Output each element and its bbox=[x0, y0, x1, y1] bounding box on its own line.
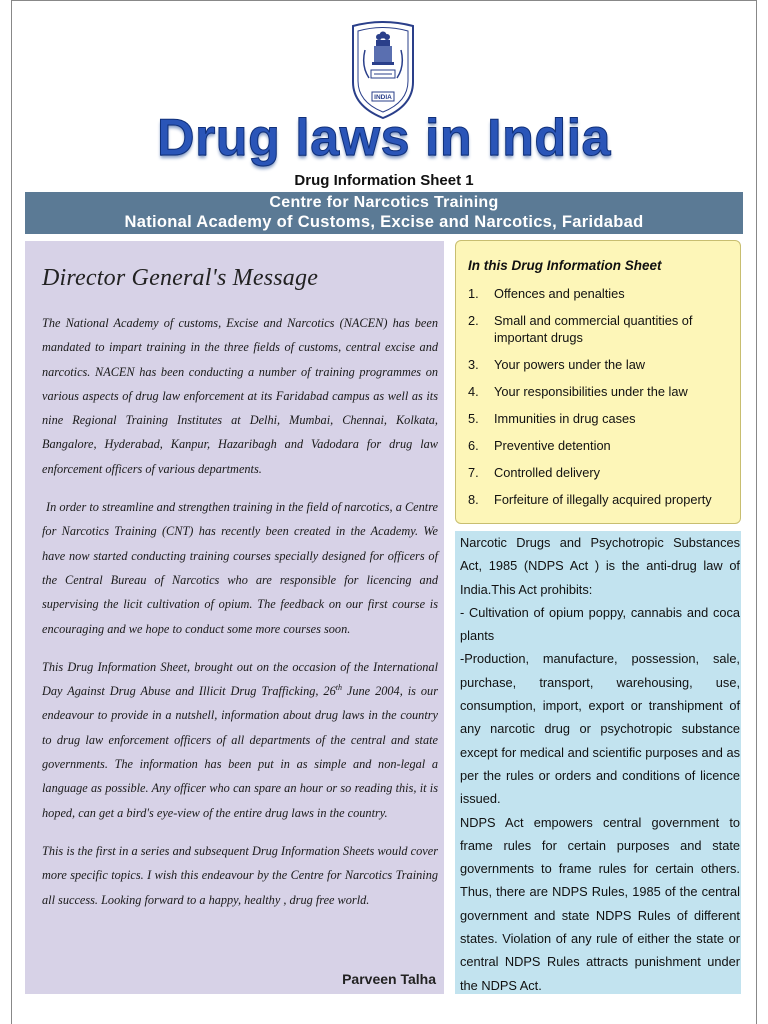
list-item bbox=[468, 356, 736, 373]
list-item-label: Offences and penalties bbox=[494, 286, 625, 301]
list-item bbox=[468, 312, 736, 346]
banner-line-2: National Academy of Customs, Excise and Narcotics, Faridabad bbox=[124, 213, 644, 231]
list-item-label: Preventive detention bbox=[494, 438, 611, 453]
contents-box bbox=[455, 240, 741, 524]
message-paragraph-1: The National Academy of customs, Excise and Narcotics (NACEN) has been mandated to impart training in the three fields of customs, central excise and narcotics. NACEN has been conducting a number of training programmes on various aspects of drug law enforcement at its Faridabad campus as well as its nine Regional Training Institutes at Delhi, Mumbai, Chennai, Kolkata, Bangalore, Hyderabad, Kanpur, Hazaribagh and Vadodara for drug law enforcement officers of various departments. bbox=[42, 316, 438, 476]
message-paragraph-4: This is the first in a series and subsequent Drug Information Sheets would cover more specific topics. I wish this endeavour by the Centre for Narcotics Training all success. Looking forward to a happy, healthy , drug free world. bbox=[42, 843, 438, 907]
contents-title: In this Drug Information Sheet bbox=[468, 258, 662, 273]
banner-line-1: Centre for Narcotics Training bbox=[269, 194, 499, 211]
emblem-badge-text: INDIA bbox=[374, 94, 392, 101]
list-item-number: 2. bbox=[468, 313, 479, 328]
signature: Parveen Talha bbox=[342, 971, 436, 987]
director-message-panel bbox=[25, 241, 444, 994]
list-item bbox=[468, 410, 736, 427]
message-paragraph-3 bbox=[42, 655, 438, 825]
list-item-label: Immunities in drug cases bbox=[494, 411, 636, 426]
list-item-label: Controlled delivery bbox=[494, 465, 600, 480]
header-banner bbox=[25, 192, 743, 234]
list-item-label: Forfeiture of illegally acquired property bbox=[494, 492, 712, 507]
list-item bbox=[468, 285, 736, 302]
ndps-paragraph-4: NDPS Act empowers central government to frame rules for certain purposes and state governments to frame rules for certain others. Thus, there are NDPS Rules, 1985 of the central government and state NDPS Rules of different states. Violation of any rule of either the state or central NDPS Rules attracts punishment under the NDPS Act. bbox=[460, 814, 740, 993]
list-item-number: 6. bbox=[468, 438, 479, 453]
contents-list bbox=[468, 285, 736, 518]
list-item-label: Your powers under the law bbox=[494, 357, 646, 372]
list-item bbox=[468, 464, 736, 481]
list-item bbox=[468, 491, 736, 508]
message-paragraph-2: In order to streamline and strengthen training in the field of narcotics, a Centre for Narcotics Training (CNT) has recently been created in the Academy. We have now started conducting training courses specially designed for officers of the Central Bureau of Narcotics who are responsible for licencing and supervising the licit cultivation of opium. The feedback on our first course is encouraging and we hope to conduct some more courses soon. bbox=[42, 500, 438, 636]
director-message-body bbox=[42, 311, 438, 926]
list-item-number: 3. bbox=[468, 357, 479, 372]
list-item-label: Small and commercial quantities of important drugs bbox=[494, 313, 693, 345]
list-item-label: Your responsibilities under the law bbox=[494, 384, 688, 399]
list-item bbox=[468, 437, 736, 454]
message-paragraph-3-superscript: th bbox=[335, 683, 342, 693]
ndps-body bbox=[460, 531, 740, 997]
list-item bbox=[468, 383, 736, 400]
message-paragraph-3-start: This Drug Information Sheet, brought out on the occasion of the International Day Against Drug Abuse and Illicit Drug Trafficking, 26 bbox=[42, 659, 438, 699]
ndps-paragraph-2: - Cultivation of opium poppy, cannabis and coca plants bbox=[460, 604, 740, 644]
ndps-paragraph-3: -Production, manufacture, possession, sale, purchase, transport, warehousing, use, consumption, import, export or transhipment of any narcotic drug or psychotropic substance except for medical and scientific purposes and as per the rules or orders and conditions of licence issued. bbox=[460, 651, 740, 807]
list-item-number: 7. bbox=[468, 465, 479, 480]
sheet-label: Drug Information Sheet 1 bbox=[294, 172, 474, 189]
page-title: Drug laws in India bbox=[157, 109, 611, 167]
ndps-panel bbox=[455, 531, 741, 994]
ndps-paragraph-1: Narcotic Drugs and Psychotropic Substances Act, 1985 (NDPS Act ) is the anti-drug law of India.This Act prohibits: bbox=[460, 535, 740, 597]
list-item-number: 1. bbox=[468, 286, 479, 301]
list-item-number: 4. bbox=[468, 384, 479, 399]
emblem-icon bbox=[347, 20, 419, 120]
message-paragraph-3-end: June 2004, is our endeavour to provide in a nutshell, information about drug laws in the country to drug law enforcement officers of all departments of the central and state governments. The information has been put in as simple and non-legal a language as possible. Any officer who can spare an hour or so reading this, it is hoped, can get a bird's eye-view of the entire drug laws in the country. bbox=[42, 684, 438, 820]
list-item-number: 5. bbox=[468, 411, 479, 426]
list-item-number: 8. bbox=[468, 492, 479, 507]
director-message-title: Director General's Message bbox=[42, 265, 319, 291]
